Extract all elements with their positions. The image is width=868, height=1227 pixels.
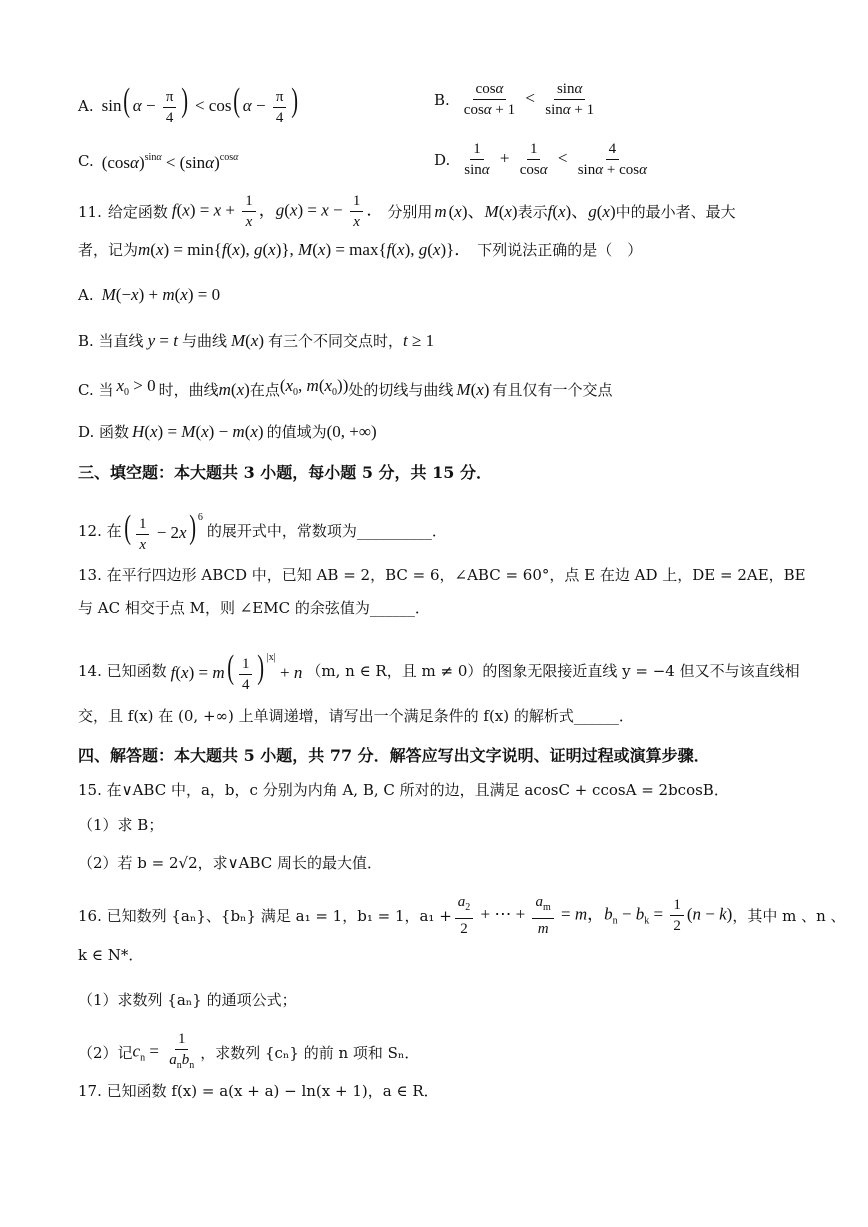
option-b-text-2: 与曲线 <box>181 332 227 350</box>
q17-line-1: 17. 已知函数 f(x) = a(x + a) − ln(x + 1)，a ∈ R． <box>78 1082 439 1100</box>
q12-text-2: 的展开式中，常数项为__________． <box>206 521 447 540</box>
q16-sub-1: （1）求数列 {aₙ} 的通项公式； <box>78 991 297 1009</box>
q11-line-2: 者，记为 m(x) = min{f(x), g(x)}, M(x) = max{f(x), g(x)}． 下列说法正确的是（ ） <box>78 240 643 259</box>
option-d-text-2: 的值域为 <box>266 423 327 441</box>
q16-line-2: k ∈ N*． <box>78 946 144 964</box>
option-a-label: A. <box>78 97 94 116</box>
option-b-text-3: 有三个不同交点时， <box>268 332 404 350</box>
q15-sub-2: （2）若 b = 2√2，求∨ABC 周长的最大值． <box>78 854 383 872</box>
q10-option-c: C. $(\cos\alpha)^{sin\alpha} < (\sin\alpha)^{cos\alpha}$ <box>78 151 239 172</box>
q11-option-c: C. 当 $x_0 > 0$ 时，曲线 m(x) 在点 ($x_0$, $m(x_0)$) 处的切线与曲线 M(x) 有且仅有一个交点 <box>78 376 613 399</box>
q11-option-b: B. 当直线 y = t 与曲线 M(x) 有三个不同交点时， t ≥ 1 <box>78 331 435 350</box>
q16-sub-2: （2）记 $c_n$ = $\frac{1}{a_nb_n}$ ，求数列 {cₙ} 的前 n 项和 Sₙ． <box>78 1031 420 1071</box>
q16-sub2-text-2: ，求数列 {cₙ} 的前 n 项和 Sₙ． <box>200 1043 420 1062</box>
question-number: 11. <box>78 202 102 221</box>
q10-option-a: A. sin( α − $\frac{\pi}{4}$ ) < cos( α − $\frac{\pi}{4}$ ) <box>78 82 299 126</box>
option-c-text-2: 时，曲线 <box>158 380 219 399</box>
section-3-heading: 三、填空题：本大题共 3 小题，每小题 5 分，共 15 分． <box>78 463 492 482</box>
option-d-label: D. <box>434 150 451 169</box>
q11-option-a: A. M(−x) + m(x) = 0 <box>78 285 221 304</box>
option-c-text-4: 处的切线与曲线 <box>348 380 454 399</box>
q11-option-d: D. 函数 H(x) = M(x) − m(x) 的值域为 (0, +∞) <box>78 422 377 441</box>
q14-line-1: 14. 已知函数 f(x) = m( $\frac{1}{4}$ ) $^{|x|}$ + n （m, n ∈ R，且 m ≠ 0）的图象无限接近直线 y = −4 但又不与该直线相 <box>78 649 800 693</box>
option-c-text-5: 有且仅有一个交点 <box>492 380 613 399</box>
option-b-label: B. <box>434 90 450 109</box>
q16-sub2-text: （2）记 <box>78 1043 133 1062</box>
q11-text-2: 表示 <box>517 202 548 221</box>
q11-text-3: 中的最小者、最大 <box>615 202 736 221</box>
option-a-label: A. <box>78 286 94 304</box>
q11-text: 分别用 <box>387 202 433 221</box>
q11-text-5: 下列说法正确的是（ ） <box>477 241 643 259</box>
q11-text-4: 者，记为 <box>78 241 139 259</box>
q14-text: 14. 已知函数 <box>78 661 167 680</box>
option-b-text: B. 当直线 <box>78 332 144 350</box>
q11-line-1: 11. 给定函数 f(x) = x + $\frac{1}{x}$ ，g(x) = x − $\frac{1}{x}$ ． 分别用 m (x)、 M (x) 表示 f(x)、g(x) 中的最小者、最大 <box>78 193 736 230</box>
q11-intro: 给定函数 <box>107 202 168 221</box>
q14-line-2: 交，且 f(x) 在 (0, +∞) 上单调递增，请写出一个满足条件的 f(x) 的解析式______． <box>78 707 634 725</box>
option-c-text-3: 在点 <box>249 380 280 399</box>
q15-line-1: 15. 在∨ABC 中，a，b，c 分别为内角 A, B, C 所对的边，且满足 acosC + ccosA = 2bcosB． <box>78 781 729 799</box>
q10-option-b: B. $\frac{\cos\alpha}{\cos\alpha + 1}$ < $\frac{\sin\alpha}{\sin\alpha + 1}$ <box>434 81 595 118</box>
option-c-text: C. 当 <box>78 380 114 399</box>
section-4-heading: 四、解答题：本大题共 5 小题，共 77 分．解答应写出文字说明、证明过程或演算步骤． <box>78 746 710 765</box>
q14-text-2: （m, n ∈ R，且 m ≠ 0）的图象无限接近直线 y = −4 但又不与该直线相 <box>306 661 800 680</box>
option-c-label: C. <box>78 151 94 170</box>
q16-text-2: ，其中 m 、n 、 <box>732 906 846 925</box>
q16-line-1: 16. 已知数列 {aₙ}、{bₙ} 满足 a₁ = 1，b₁ = 1，a₁ + $\frac{a_2}{2}$ + ⋯ + $\frac{a_m}{m}$ = m，$b_n - b_k$ = $\frac{1}{2}$ (n − k) ，其中 m 、n 、 <box>78 894 846 937</box>
q12-text: 12. 在 <box>78 521 122 540</box>
q15-sub-1: （1）求 B； <box>78 816 164 834</box>
q12: 12. 在 ( $\frac{1}{x}$ − 2x) $^6$ 的展开式中，常数项为__________． <box>78 509 447 553</box>
q13-line-1: 13. 在平行四边形 ABCD 中，已知 AB = 2，BC = 6，∠ABC = 60°，点 E 在边 AD 上，DE = 2AE，BE <box>78 566 806 584</box>
q13-line-2: 与 AC 相交于点 M，则 ∠EMC 的余弦值为______． <box>78 599 430 617</box>
q16-text: 16. 已知数列 {aₙ}、{bₙ} 满足 a₁ = 1，b₁ = 1，a₁ + <box>78 906 452 925</box>
q10-option-d: D. $\frac{1}{\sin\alpha}$ + $\frac{1}{\cos\alpha}$ < $\frac{4}{\sin\alpha + \cos\alpha}$ <box>434 141 647 178</box>
option-d-text: D. 函数 <box>78 423 130 441</box>
